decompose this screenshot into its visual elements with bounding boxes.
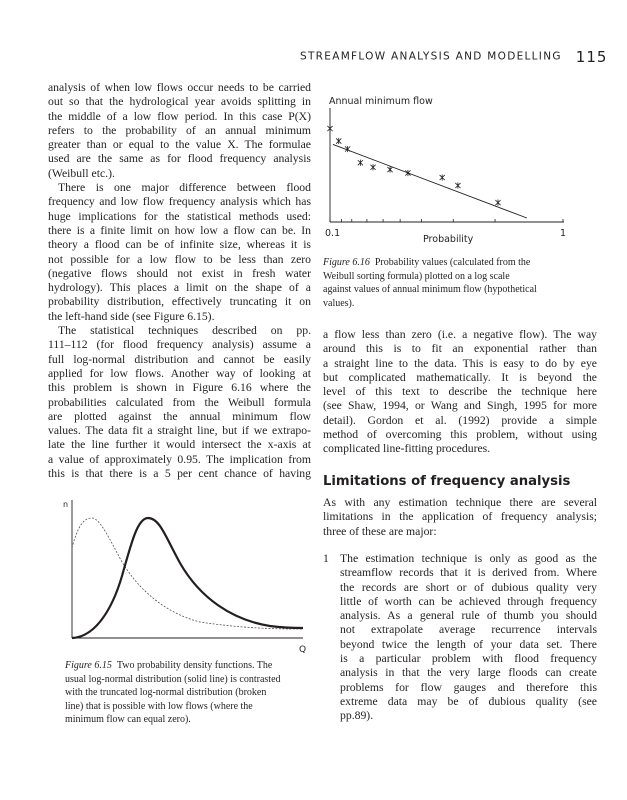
text-line: around this is to fit an exponential rather than: [323, 342, 597, 356]
data-point: [327, 125, 332, 131]
text-line: late the line further it would intersect the x-axis at: [48, 438, 311, 452]
text-line: this is that there is a 5 per cent chance of having: [48, 467, 311, 481]
caption-line: [65, 659, 325, 673]
text-line: analysis of when low flows occur needs to be carried: [48, 81, 311, 94]
figure-6-16-chart: [315, 85, 615, 250]
text-line: is a particular problem with flood frequency: [340, 652, 597, 666]
figure-label: Figure 6.16: [323, 257, 370, 268]
text-line: this problem is shown in Figure 6.16 where the: [48, 381, 311, 395]
text-line: (see Shaw, 1994, or Wang and Singh, 1995 for more: [323, 399, 597, 413]
caption-line: [323, 283, 603, 297]
caption-line: [65, 686, 325, 700]
x-tick-label-1: 1: [560, 228, 567, 239]
figure-6-15-diagram: [0, 0, 320, 660]
caption-text: minimum flow can equal zero).: [65, 714, 191, 726]
fit-line: [333, 144, 527, 218]
page-number: 115: [575, 47, 608, 66]
text-line: a flow less than zero (i.e. a negative flow). The way: [323, 328, 597, 341]
text-line: used are the same as for flood frequency analysis: [48, 152, 311, 166]
figure-label: Figure 6.15: [65, 660, 112, 671]
caption-line: [65, 673, 325, 687]
text-line: pp.89).: [340, 709, 374, 723]
text-line: There is one major difference between flood: [58, 181, 311, 195]
section-heading: Limitations of frequency analysis: [323, 474, 571, 489]
text-line: (negative flows should not exist in fresh water: [48, 266, 311, 280]
text-line: full log-normal distribution and cannot be easily: [48, 352, 311, 366]
text-line: greater than or equal to the value X. The formulae: [48, 138, 311, 152]
text-line: complicated line-fitting procedures.: [323, 442, 491, 456]
text-line: frequency and low flow frequency analysis which has: [48, 195, 311, 209]
text-line: not extrapolate average recurrence intervals: [340, 623, 597, 637]
text-line: problems for flow gauges and therefore this: [340, 680, 597, 694]
text-line: but complicated mathematically. It is beyond the: [323, 370, 597, 384]
text-line: hydrology). This places a limit on the shape of a: [48, 281, 311, 295]
running-head: [300, 46, 608, 66]
text-line: limitations in the application of frequency analysis;: [323, 510, 597, 524]
text-line: refers to the probability of an annual minimum: [48, 123, 311, 137]
text-line: probability distribution, effectively truncating it on: [48, 295, 311, 309]
text-line: 111–112 (for flood frequency analysis) assume a: [48, 338, 311, 352]
caption-line: [65, 700, 325, 714]
text-line: not possible for a low flow to be less than zero: [48, 252, 311, 266]
right-column-text: [323, 328, 597, 457]
text-line: huge implications for the statistical methods used:: [48, 209, 311, 223]
caption-text: Two probability density functions. The: [116, 660, 273, 671]
text-line: probabilities calculated from the Weibull formula: [48, 395, 311, 409]
text-line: beyond twice the length of your data set. There: [340, 637, 597, 651]
text-line: analysis. As a general rule of thumb you should: [340, 609, 597, 623]
figure-6-16-caption: [323, 256, 603, 310]
text-line: out so that the hydrological year avoids splitting in: [48, 95, 311, 109]
caption-line: [323, 270, 603, 284]
running-head-title: STREAMFLOW ANALYSIS AND MODELLING: [300, 50, 562, 63]
text-line: applied for low flows. Another way of looking at: [48, 366, 311, 380]
data-point: [455, 182, 460, 188]
x-tick-label-0.1: 0.1: [325, 228, 341, 239]
caption-line: [323, 256, 603, 270]
y-axis-label: Annual minimum flow: [329, 96, 433, 107]
data-point: [495, 200, 500, 206]
caption-text: with the truncated log-normal distribution (broken: [65, 687, 267, 699]
text-line: method of overcoming this problem, without using: [323, 428, 597, 442]
text-line: a value of approximately 0.95. The implication from: [48, 452, 311, 466]
data-point: [387, 166, 392, 172]
text-line: As with any estimation technique there are several: [323, 496, 597, 509]
data-point: [370, 164, 375, 170]
text-line: The statistical techniques described on pp.: [58, 324, 311, 338]
data-point: [358, 160, 363, 166]
text-line: a straight line to the data. This is easy to do by eye: [323, 356, 597, 370]
caption-text: Weibull sorting formula) plotted on a log scale: [323, 270, 510, 282]
text-line: the records are short or of dubious quality very: [340, 580, 597, 594]
text-line: are plotted against the annual minimum flow: [48, 409, 311, 423]
data-point: [440, 174, 445, 180]
caption-line: [323, 297, 603, 311]
list-item-first-line: [323, 552, 597, 566]
x-axis-label: Probability: [423, 234, 474, 245]
text-line: the middle of a low flow period. In this case P(X): [48, 109, 311, 123]
caption-text: against values of annual minimum flow (hypothetical: [323, 284, 537, 296]
text-line: extreme data may be of dubious quality (see: [340, 694, 597, 708]
y-axis-label-n: n: [63, 500, 69, 509]
data-point: [336, 138, 341, 144]
caption-text: Probability values (calculated from the: [374, 257, 531, 268]
text-line: detail). Gordon et al. (1992) provide a simple: [323, 413, 597, 427]
text-line: there is a finite limit on how low a flow can be. In: [48, 223, 311, 237]
text-line: the left-hand side (see Figure 6.15).: [48, 309, 215, 323]
caption-text: usual log-normal distribution (solid line) is contrasted: [65, 673, 281, 685]
text-line: analysis in that the very large floods can create: [340, 666, 597, 680]
data-point: [405, 170, 410, 176]
figure-6-15-caption: [65, 659, 325, 727]
log-normal-distribution-curve: [72, 518, 303, 638]
x-axis-label-q: Q: [299, 645, 307, 655]
caption-text: values).: [323, 297, 355, 309]
limitations-list: [323, 552, 597, 724]
text-line: three of these are major:: [323, 524, 437, 538]
text-line: little of worth can be achieved through frequency: [340, 594, 597, 608]
caption-text: line) that is possible with low flows (where the: [65, 700, 253, 712]
text-line: streamflow records that it is derived from. Where: [340, 566, 597, 580]
text-line: The estimation technique is only as good as the: [340, 552, 597, 565]
caption-line: [65, 713, 325, 727]
list-number: 1: [323, 552, 329, 565]
section-intro: [323, 496, 597, 539]
text-line: values. The data fit a straight line, but if we extrapo-: [48, 424, 311, 438]
text-line: (Weibull etc.).: [48, 166, 115, 180]
text-line: level of this text to describe the technique here: [323, 385, 597, 399]
text-line: theory a flood can be of infinite size, whereas it is: [48, 238, 311, 252]
